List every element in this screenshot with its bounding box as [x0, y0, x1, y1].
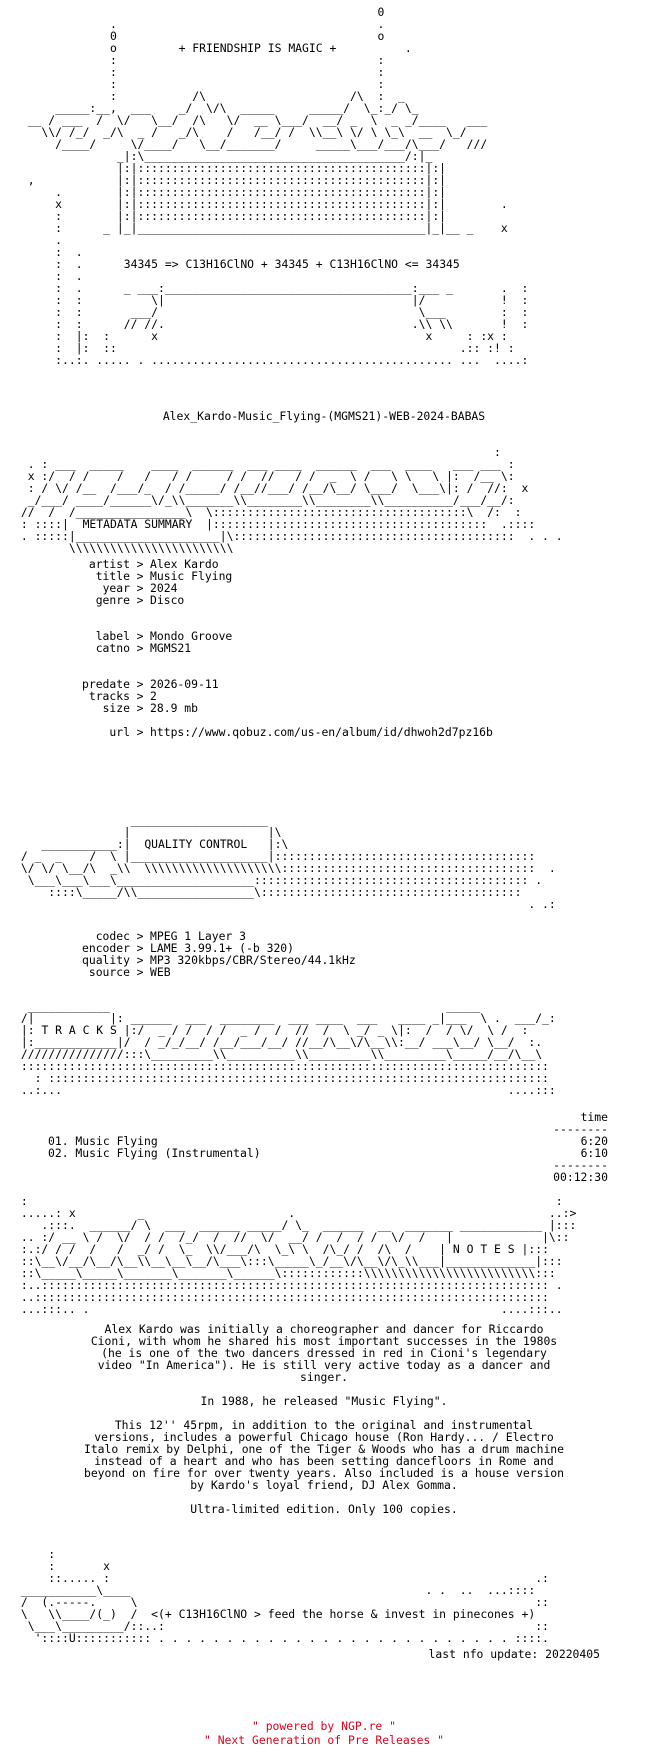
notes-line: versions, includes a powerful Chicago house (Ron Hardy... / Electro	[94, 1430, 554, 1444]
tracks-table	[20, 1111, 608, 1183]
meta-row: tracks > 2	[88, 689, 157, 703]
footer-slogan: <(+ C13H16ClNO > feed the horse & invest in pinecones +)	[151, 1607, 536, 1621]
quality-row: quality > MP3 320kbps/CBR/Stereo/44.1kHz	[81, 953, 356, 967]
tracks-banner-art: ____________ _____ /| |: ______ ___ ________ ___ ____ ___ ____ _|___ \ . ___/_: |: T R A C K S |:/ _ / / / / _ / / // / \ _/ _ \|: / / \/ \ / : |:____________|/ / _/_/__/ /__/___/__/ //__/\__\/\__\\:__/ ___\__/ \__/ :. ///////////////:::\_________\\__________\\_________\\_________\_____/__/\__\ ::::::::::::::::::::::::::::::::::::::::::::::::::::::::::::::::::::::::::::: : ::::::::::::::::::::::::::::::::::::::::::::::::::::::::::::::::::::::::: ..:... ....:::	[20, 999, 556, 1097]
meta-row: url > https://www.qobuz.com/us-en/album/id/dhwoh2d7pz16b	[109, 725, 493, 739]
notes-line: instead of a heart and who has been setting dancefloors in Rome and	[94, 1454, 554, 1468]
notes-line: beyond on fire for over twenty years. Also included is a house version	[83, 1466, 565, 1480]
ngp-tagline: " Next Generation of Pre Releases "	[203, 1733, 445, 1747]
meta-row: year > 2024	[102, 581, 178, 595]
meta-row: title > Music Flying	[95, 569, 233, 583]
notes-line: (he is one of the two dancers dressed in red in Cioni's legendary	[101, 1346, 547, 1360]
quality-row: encoder > LAME 3.99.1+ (-b 320)	[81, 941, 295, 955]
meta-row: artist > Alex Kardo	[88, 557, 219, 571]
notes-line: Ultra-limited edition. Only 100 copies.	[190, 1502, 458, 1516]
notes-line: video "In America"). He is still very active today as a dancer and	[97, 1358, 551, 1372]
meta-row: genre > Disco	[95, 593, 185, 607]
meta-row: size > 28.9 mb	[102, 701, 199, 715]
time-rule: --------	[553, 1122, 608, 1136]
metadata-heading: METADATA SUMMARY	[82, 517, 193, 531]
meta-row: predate > 2026-09-11	[81, 677, 219, 691]
quality-row: source > WEB	[88, 965, 171, 979]
header-ascii-art: 0 . . 0 o o + FRIENDSHIP IS MAGIC + . : : : : : : : /\ /\ : _ _____:__, ___ _/ \/\ _____ _____/ \_:_/ \_ __ / ___ / \/ \__/ /\ \/ __ \___/ __/ _ \ _ _/____ ___ \\/ /_/ _/\ _ / _/\ / /__/ / \\__\ \/ \ \_\ __ \_/ /____/ \/____/ \__/_______/ _____\___/___/\___/ /// _|:\______________________________________/:|_ |:|::::::::::::::::::::::::::::::::::::::::::|:| , |:|::::::::::::::::::::::::::::::::::::::::::|:| . |:|::::::::::::::::::::::::::::::::::::::::::|:| x |:|::::::::::::::::::::::::::::::::::::::::::|:| . : |:|::::::::::::::::::::::::::::::::::::::::::|:| : _ |_|__________________________________________|_|__ _ x . : . : . 34345 => C13H16ClNO + 34345 + C13H16ClNO <= 34345 : . : . _ ___:____________________________________:___ _ . : : : \| |/ ! : : : ___/ \___ : : : : // //. .\\ \\ ! : : |: : x x : :x : : |: :: .:: :! : :..:. ..... . ............................................ ... ....:	[27, 5, 529, 367]
notes-banner-art: : : .....: x _ . ..:> .:::. ______/ \ ___ ______ _____/ \_ ______ __ _______ ____________ |::: .. :/ __ \ / \/ / / /_/ / // \/ __/ / / / / \/ / | |\:: :.:/ / / / / _/ / \_ \\/___/\ \_\ \ /\_/ / /\ / | N O T E S |::: ::\__\/__/\__/\__\\__\__\__/\___\:::\_____\_/__\/\__\/\_\\___|_____________|::: ::\_____\_____\_______\_______\______\::::::::::::\\\\\\\\\\\\\\\\\\\\\\\\\::: :..:::::::::::::::::::::::::::::::::::::::::::::::::::::::::::::::::::::::::: . ..::::::::::::::::::::::::::::::::::::::::::::::::::::::::::::::::::::::::::: ...:::.. . ....:::..	[20, 1194, 577, 1316]
url-link[interactable]: https://www.qobuz.com/us-en/album/id/dhwoh2d7pz16b	[150, 725, 493, 739]
notes-line: Alex Kardo was initially a choreographer and dancer for Riccardo	[104, 1322, 544, 1336]
powered-by: " powered by NGP.re "	[251, 1719, 396, 1733]
footer-art: : : x ::..... : .: ___________\____ . . .. ...:::: / (.-----. \ :: \ \\____/(_) / <(+ C13H16ClNO > feed the horse & invest in pinecones +) \___\_________/::..: :: '::::U::::::::::: . . . . . . . . . . . . . . . . . . . . . . . . . . ::::.	[20, 1547, 549, 1645]
notes-body	[0, 1323, 648, 1515]
total-time: 00:12:30	[553, 1170, 608, 1184]
notes-line: Cioni, with whom he shared his most important successes in the 1980s	[90, 1334, 558, 1348]
track-row: 01. Music Flying 6:20	[48, 1134, 608, 1148]
notes-heading: N O T E S	[452, 1242, 515, 1256]
track-row: 02. Music Flying (Instrumental) 6:10	[48, 1146, 608, 1160]
time-rule: --------	[553, 1158, 608, 1172]
meta-row: label > Mondo Groove	[95, 629, 233, 643]
notes-line: by Kardo's loyal friend, DJ Alex Gomma.	[190, 1478, 458, 1492]
metadata-list	[20, 558, 493, 738]
last-update: last nfo update: 20220405	[428, 1647, 600, 1661]
quality-list	[20, 930, 356, 978]
release-name: Alex_Kardo-Music_Flying-(MGMS21)-WEB-2024-BABAS	[162, 409, 486, 423]
time-header: time	[580, 1110, 608, 1124]
tracks-heading: T R A C K S	[41, 1023, 117, 1037]
notes-line: This 12'' 45rpm, in addition to the original and instrumental	[114, 1418, 534, 1432]
quality-heading: QUALITY CONTROL	[144, 837, 248, 851]
meta-row: catno > MGMS21	[95, 641, 192, 655]
header-title: + FRIENDSHIP IS MAGIC +	[178, 41, 337, 55]
metadata-banner-art: : . : ___ _____ ____ ______ ___ ____ ______ ___ ____ ___ ___ : x :/ / / / / / / / / // / / _ \ / \ \ \ |: /__ \: : / \/ /__ /___/_ / /_____/ /__//___/ /__/\__/ \___/ \___\|: / //: x _/___/ ____/______\/_\\_______\\________\\________\\__________/___/__/: // / /________________\ \:::::::::::::::::::::::::::::::::::::\ /: : : ::::| METADATA SUMMARY |:::::::::::::::::::::::::::::::::::::::: .:::: . :::::|_____________________|\::::::::::::::::::::::::::::::::::::::::: . . . \\\\\\\\\\\\\\\\\\\\\\\\	[20, 445, 563, 555]
notes-line: Italo remix by Delphi, one of the Tiger & Woods who has a drum machine	[83, 1442, 565, 1456]
notes-line: In 1988, he released "Music Flying".	[200, 1394, 448, 1408]
quality-banner-art: ____________________ | |\ ___________:| QUALITY CONTROL |:\ / _ _ / \ |____________________|:::::::::::::::::::::::::::::::::::::: \/ \/ \__/\ _\\ \\\\\\\\\\\\\\\\\\\\::::::::::::::::::::::::::::::::::::: . \___\___\___\____________________:::::::::::::::::::::::::::::::::::::::: . ::::\_____/\\_________________\:::::::::::::::::::::::::::::::::::::: . .:	[20, 813, 556, 911]
notes-line: singer.	[299, 1370, 348, 1384]
header-formula: 34345 => C13H16ClNO + 34345 + C13H16ClNO <= 34345	[123, 257, 460, 271]
quality-row: codec > MPEG 1 Layer 3	[95, 929, 247, 943]
